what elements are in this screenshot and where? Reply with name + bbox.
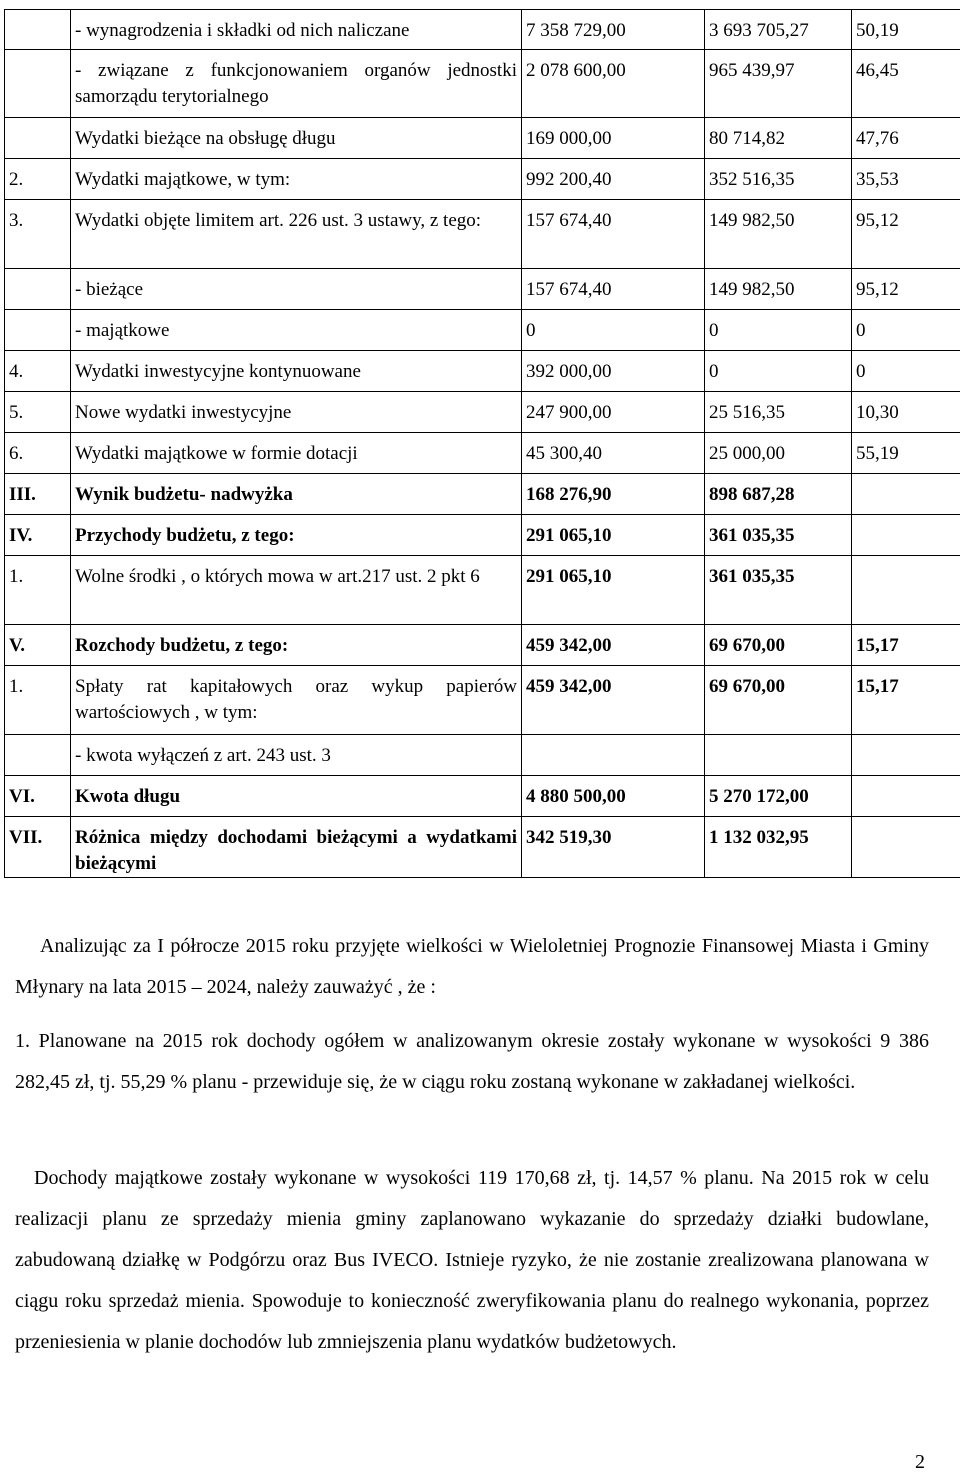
executed-value bbox=[705, 625, 852, 666]
budget-table-body bbox=[5, 10, 960, 878]
executed-value bbox=[705, 351, 852, 392]
row-number-text bbox=[9, 10, 66, 18]
percent-value bbox=[852, 776, 960, 817]
executed-value-text: 0 bbox=[709, 320, 719, 341]
row-label-text: Wydatki inwestycyjne kontynuowane bbox=[75, 361, 361, 382]
executed-value bbox=[705, 556, 852, 625]
plan-value-text: 168 276,90 bbox=[526, 484, 612, 505]
row-number bbox=[5, 10, 71, 50]
table-row bbox=[5, 118, 960, 159]
executed-value bbox=[705, 50, 852, 118]
percent-value bbox=[852, 159, 960, 200]
table-row bbox=[5, 817, 960, 878]
row-label-text: Wydatki objęte limitem art. 226 ust. 3 ustawy, z tego: bbox=[75, 210, 482, 231]
percent-value-text: 95,12 bbox=[856, 279, 899, 300]
row-number-text: V. bbox=[9, 635, 26, 656]
percent-value-text: 95,12 bbox=[856, 210, 899, 231]
row-label bbox=[71, 433, 522, 474]
percent-value bbox=[852, 625, 960, 666]
plan-value-text: 157 674,40 bbox=[526, 210, 612, 231]
percent-value bbox=[852, 392, 960, 433]
percent-value bbox=[852, 515, 960, 556]
percent-value-text bbox=[856, 556, 956, 564]
table-row bbox=[5, 776, 960, 817]
row-label-text: Nowe wydatki inwestycyjne bbox=[75, 402, 292, 423]
table-row bbox=[5, 625, 960, 666]
table-row bbox=[5, 269, 960, 310]
executed-value bbox=[705, 118, 852, 159]
row-number-text bbox=[9, 310, 66, 318]
executed-value-text: 3 693 705,27 bbox=[709, 20, 809, 41]
plan-value bbox=[522, 159, 705, 200]
plan-value bbox=[522, 392, 705, 433]
executed-value-text: 149 982,50 bbox=[709, 279, 795, 300]
plan-value-text: 459 342,00 bbox=[526, 676, 612, 697]
paragraph-total-income: 1. Planowane na 2015 rok dochody ogółem w analizowanym okresie zostały wykonane w wysokości 9 386 282,45 zł, tj. 55,29 % planu - przewiduje się, że w ciągu roku zostaną wykonane w zakładanej wielkości. bbox=[15, 1030, 929, 1093]
plan-value-text: 0 bbox=[526, 320, 536, 341]
row-label-text: Wydatki bieżące na obsługę długu bbox=[75, 128, 336, 149]
percent-value bbox=[852, 310, 960, 351]
executed-value-text: 352 516,35 bbox=[709, 169, 795, 190]
executed-value-text: 149 982,50 bbox=[709, 210, 795, 231]
row-number bbox=[5, 200, 71, 269]
row-number-text: 2. bbox=[9, 169, 24, 190]
page-number: 2 bbox=[915, 1451, 925, 1473]
paragraph-capital-income: Dochody majątkowe zostały wykonane w wysokości 119 170,68 zł, tj. 14,57 % planu. Na 2015 rok w celu realizacji planu ze sprzedaży mienia gminy zaplanowano wykazanie do sprzedaży działki budowlane, zabudowaną działkę w Podgórzu oraz Bus IVECO. Istnieje ryzyko, że nie zostanie zrealizowana planowana w ciągu roku sprzedaż mienia. Spowoduje to konieczność zweryfikowania planu do realnego wykonania, poprzez przeniesienia w planie dochodów lub zmniejszenia planu wydatków budżetowych. bbox=[15, 1167, 929, 1353]
percent-value bbox=[852, 269, 960, 310]
row-number-text: 1. bbox=[9, 566, 24, 587]
percent-value-text bbox=[856, 776, 956, 784]
row-label-text: - majątkowe bbox=[75, 320, 170, 341]
percent-value bbox=[852, 351, 960, 392]
row-number-text: 6. bbox=[9, 443, 24, 464]
executed-value-text bbox=[709, 735, 847, 743]
row-label-text: - wynagrodzenia i składki od nich naliczane bbox=[75, 20, 410, 41]
row-number bbox=[5, 776, 71, 817]
plan-value bbox=[522, 10, 705, 50]
plan-value-text: 247 900,00 bbox=[526, 402, 612, 423]
row-label bbox=[71, 159, 522, 200]
table-row bbox=[5, 159, 960, 200]
row-label-text: - kwota wyłączeń z art. 243 ust. 3 bbox=[75, 745, 331, 766]
row-label-text: Kwota długu bbox=[75, 786, 181, 807]
percent-value-text bbox=[856, 515, 956, 523]
row-label bbox=[71, 515, 522, 556]
row-label-text: Spłaty rat kapitałowych oraz wykup papierów wartościowych , w tym: bbox=[75, 676, 517, 723]
row-label bbox=[71, 625, 522, 666]
plan-value bbox=[522, 351, 705, 392]
executed-value-text: 0 bbox=[709, 361, 719, 382]
table-row bbox=[5, 666, 960, 735]
percent-value-text: 15,17 bbox=[856, 635, 899, 656]
row-number bbox=[5, 118, 71, 159]
plan-value bbox=[522, 433, 705, 474]
executed-value-text: 69 670,00 bbox=[709, 676, 785, 697]
paragraph-analysis-intro: Analizując za I półrocze 2015 roku przyjęte wielkości w Wieloletniej Prognozie Finansowej Miasta i Gminy Młynary na lata 2015 – 2024, należy zauważyć , że : bbox=[15, 935, 929, 998]
row-label bbox=[71, 556, 522, 625]
row-number-text: 1. bbox=[9, 676, 24, 697]
row-number bbox=[5, 735, 71, 776]
row-number bbox=[5, 625, 71, 666]
plan-value-text: 7 358 729,00 bbox=[526, 20, 626, 41]
row-label-text: Wydatki majątkowe w formie dotacji bbox=[75, 443, 358, 464]
percent-value-text bbox=[856, 474, 956, 482]
row-label bbox=[71, 392, 522, 433]
table-row bbox=[5, 310, 960, 351]
executed-value-text: 361 035,35 bbox=[709, 525, 795, 546]
percent-value bbox=[852, 10, 960, 50]
row-number-text: VII. bbox=[9, 827, 43, 848]
row-label bbox=[71, 817, 522, 878]
row-label bbox=[71, 474, 522, 515]
percent-value-text: 47,76 bbox=[856, 128, 899, 149]
row-label-text: - bieżące bbox=[75, 279, 144, 300]
executed-value-text: 25 516,35 bbox=[709, 402, 785, 423]
row-label bbox=[71, 118, 522, 159]
executed-value bbox=[705, 159, 852, 200]
row-label bbox=[71, 269, 522, 310]
executed-value-text: 1 132 032,95 bbox=[709, 827, 809, 848]
row-label-text: Wolne środki , o których mowa w art.217 ust. 2 pkt 6 bbox=[75, 566, 480, 587]
plan-value bbox=[522, 474, 705, 515]
percent-value bbox=[852, 50, 960, 118]
percent-value bbox=[852, 817, 960, 878]
plan-value-text: 2 078 600,00 bbox=[526, 60, 626, 81]
percent-value-text: 0 bbox=[856, 361, 866, 382]
plan-value bbox=[522, 50, 705, 118]
plan-value bbox=[522, 735, 705, 776]
row-number-text: 5. bbox=[9, 402, 24, 423]
executed-value bbox=[705, 433, 852, 474]
table-row bbox=[5, 556, 960, 625]
row-number-text: 4. bbox=[9, 361, 24, 382]
executed-value-text: 898 687,28 bbox=[709, 484, 795, 505]
row-number-text: III. bbox=[9, 484, 36, 505]
row-label-text: Różnica między dochodami bieżącymi a wydatkami bieżącymi bbox=[75, 827, 517, 874]
table-row bbox=[5, 474, 960, 515]
table-row bbox=[5, 50, 960, 118]
row-label-text: Wynik budżetu- nadwyżka bbox=[75, 484, 293, 505]
plan-value-text: 169 000,00 bbox=[526, 128, 612, 149]
executed-value bbox=[705, 817, 852, 878]
row-label bbox=[71, 735, 522, 776]
executed-value bbox=[705, 666, 852, 735]
plan-value-text: 4 880 500,00 bbox=[526, 786, 626, 807]
row-number-text bbox=[9, 735, 66, 743]
row-number bbox=[5, 50, 71, 118]
plan-value-text: 45 300,40 bbox=[526, 443, 602, 464]
row-number bbox=[5, 817, 71, 878]
row-label bbox=[71, 666, 522, 735]
row-label bbox=[71, 10, 522, 50]
percent-value bbox=[852, 556, 960, 625]
plan-value bbox=[522, 310, 705, 351]
percent-value bbox=[852, 666, 960, 735]
row-number bbox=[5, 515, 71, 556]
table-row bbox=[5, 735, 960, 776]
plan-value bbox=[522, 269, 705, 310]
plan-value bbox=[522, 666, 705, 735]
row-label-text: - związane z funkcjonowaniem organów jednostki samorządu terytorialnego bbox=[75, 60, 517, 107]
table-row bbox=[5, 392, 960, 433]
plan-value bbox=[522, 817, 705, 878]
plan-value-text: 291 065,10 bbox=[526, 566, 612, 587]
plan-value bbox=[522, 556, 705, 625]
plan-value-text: 291 065,10 bbox=[526, 525, 612, 546]
row-label bbox=[71, 351, 522, 392]
plan-value bbox=[522, 118, 705, 159]
percent-value-text: 10,30 bbox=[856, 402, 899, 423]
row-number-text bbox=[9, 118, 66, 126]
row-label bbox=[71, 50, 522, 118]
table-row bbox=[5, 433, 960, 474]
row-number-text bbox=[9, 269, 66, 277]
row-label bbox=[71, 776, 522, 817]
percent-value-text bbox=[856, 817, 956, 825]
plan-value-text: 157 674,40 bbox=[526, 279, 612, 300]
row-label-text: Przychody budżetu, z tego: bbox=[75, 525, 295, 546]
table-row bbox=[5, 515, 960, 556]
budget-table bbox=[4, 9, 960, 878]
row-label bbox=[71, 310, 522, 351]
percent-value-text: 0 bbox=[856, 320, 866, 341]
executed-value bbox=[705, 269, 852, 310]
executed-value-text: 5 270 172,00 bbox=[709, 786, 809, 807]
row-number bbox=[5, 269, 71, 310]
executed-value bbox=[705, 776, 852, 817]
row-number bbox=[5, 310, 71, 351]
table-row bbox=[5, 200, 960, 269]
row-label bbox=[71, 200, 522, 269]
row-number bbox=[5, 474, 71, 515]
row-label-text: Wydatki majątkowe, w tym: bbox=[75, 169, 291, 190]
row-number-text bbox=[9, 50, 66, 58]
executed-value-text: 361 035,35 bbox=[709, 566, 795, 587]
row-number-text: 3. bbox=[9, 210, 24, 231]
row-number bbox=[5, 351, 71, 392]
executed-value bbox=[705, 200, 852, 269]
plan-value-text: 392 000,00 bbox=[526, 361, 612, 382]
plan-value-text bbox=[526, 735, 700, 743]
row-label-text: Rozchody budżetu, z tego: bbox=[75, 635, 289, 656]
executed-value bbox=[705, 310, 852, 351]
row-number-text: IV. bbox=[9, 525, 33, 546]
percent-value-text: 55,19 bbox=[856, 443, 899, 464]
executed-value bbox=[705, 735, 852, 776]
percent-value bbox=[852, 735, 960, 776]
plan-value bbox=[522, 515, 705, 556]
row-number bbox=[5, 159, 71, 200]
row-number bbox=[5, 433, 71, 474]
row-number bbox=[5, 392, 71, 433]
percent-value bbox=[852, 474, 960, 515]
plan-value-text: 459 342,00 bbox=[526, 635, 612, 656]
plan-value bbox=[522, 200, 705, 269]
plan-value bbox=[522, 776, 705, 817]
table-row bbox=[5, 10, 960, 50]
plan-value-text: 992 200,40 bbox=[526, 169, 612, 190]
executed-value bbox=[705, 10, 852, 50]
executed-value-text: 69 670,00 bbox=[709, 635, 785, 656]
percent-value bbox=[852, 433, 960, 474]
executed-value-text: 25 000,00 bbox=[709, 443, 785, 464]
executed-value-text: 80 714,82 bbox=[709, 128, 785, 149]
plan-value bbox=[522, 625, 705, 666]
row-number bbox=[5, 666, 71, 735]
percent-value-text: 15,17 bbox=[856, 676, 899, 697]
row-number bbox=[5, 556, 71, 625]
percent-value bbox=[852, 118, 960, 159]
percent-value-text: 50,19 bbox=[856, 20, 899, 41]
percent-value-text bbox=[856, 735, 956, 743]
percent-value-text: 35,53 bbox=[856, 169, 899, 190]
executed-value bbox=[705, 515, 852, 556]
executed-value bbox=[705, 474, 852, 515]
table-row bbox=[5, 351, 960, 392]
executed-value-text: 965 439,97 bbox=[709, 60, 795, 81]
executed-value bbox=[705, 392, 852, 433]
percent-value bbox=[852, 200, 960, 269]
plan-value-text: 342 519,30 bbox=[526, 827, 612, 848]
row-number-text: VI. bbox=[9, 786, 35, 807]
percent-value-text: 46,45 bbox=[856, 60, 899, 81]
